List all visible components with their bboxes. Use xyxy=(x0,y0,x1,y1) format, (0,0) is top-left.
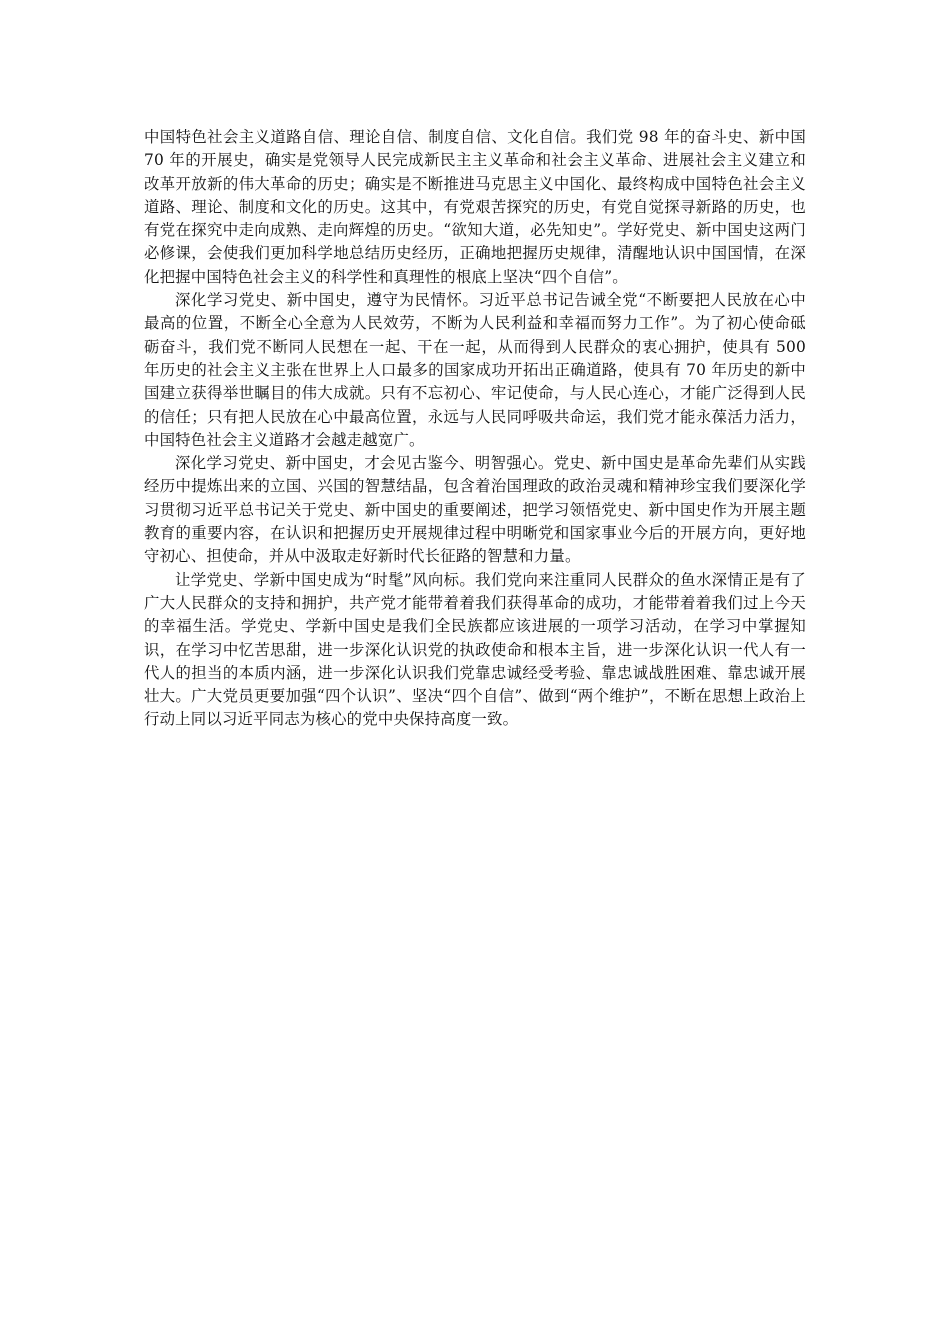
paragraph-2: 深化学习党史、新中国史，遵守为民情怀。习近平总书记告诫全党“不断要把人民放在心中最高的位置，不断全心全意为人民效劳，不断为人民利益和幸福而努力工作”。为了初心使命砥砺奋斗，我们党不断同人民想在一起、干在一起，从而得到人民群众的衷心拥护，使具有 500 年历史的社会主义主张在世界上人口最多的国家成功开拓出正确道路，使具有 70 年历史的新中国建立获得举世瞩目的伟大成就。只有不忘初心、牢记使命，与人民心连心，才能广泛得到人民的信任；只有把人民放在心中最高位置，永远与人民同呼吸共命运，我们党才能永葆活力活力，中国特色社会主义道路才会越走越宽广。 xyxy=(144,291,806,449)
paragraph-1: 中国特色社会主义道路自信、理论自信、制度自信、文化自信。我们党 98 年的奋斗史、新中国 70 年的开展史，确实是党领导人民完成新民主主义革命和社会主义革命、进展社会主义建立和改革开放新的伟大革命的历史；确实是不断推进马克思主义中国化、最终构成中国特色社会主义道路、理论、制度和文化的历史。这其中，有党艰苦探究的历史，有党自觉探寻新路的历史，也有党在探究中走向成熟、走向辉煌的历史。“欲知大道，必先知史”。学好党史、新中国史这两门必修课，会使我们更加科学地总结历史经历，正确地把握历史规律，清醒地认识中国国情，在深化把握中国特色社会主义的科学性和真理性的根底上坚决“四个自信”。 xyxy=(144,128,806,286)
paragraph-4: 让学党史、学新中国史成为“时髦”风向标。我们党向来注重同人民群众的鱼水深情正是有了广大人民群众的支持和拥护，共产党才能带着着我们获得革命的成功，才能带着着我们过上今天的幸福生活。学党史、学新中国史是我们全民族都应该进展的一项学习活动，在学习中掌握知识，在学习中忆苦思甜，进一步深化认识党的执政使命和根本主旨，进一步深化认识一代人有一代人的担当的本质内涵，进一步深化认识我们党靠忠诚经受考验、靠忠诚战胜困难、靠忠诚开展壮大。广大党员更要加强“四个认识”、坚决“四个自信”、做到“两个维护”，不断在思想上政治上行动上同以习近平同志为核心的党中央保持高度一致。 xyxy=(144,570,806,729)
paragraph-3: 深化学习党史、新中国史，才会见古鉴今、明智强心。党史、新中国史是革命先辈们从实践经历中提炼出来的立国、兴国的智慧结晶，包含着治国理政的政治灵魂和精神珍宝我们要深化学习贯彻习近平总书记关于党史、新中国史的重要阐述，把学习领悟党史、新中国史作为开展主题教育的重要内容，在认识和把握历史开展规律过程中明晰党和国家事业今后的开展方向，更好地守初心、担使命，并从中汲取走好新时代长征路的智慧和力量。 xyxy=(144,454,806,566)
document-body xyxy=(144,126,806,732)
